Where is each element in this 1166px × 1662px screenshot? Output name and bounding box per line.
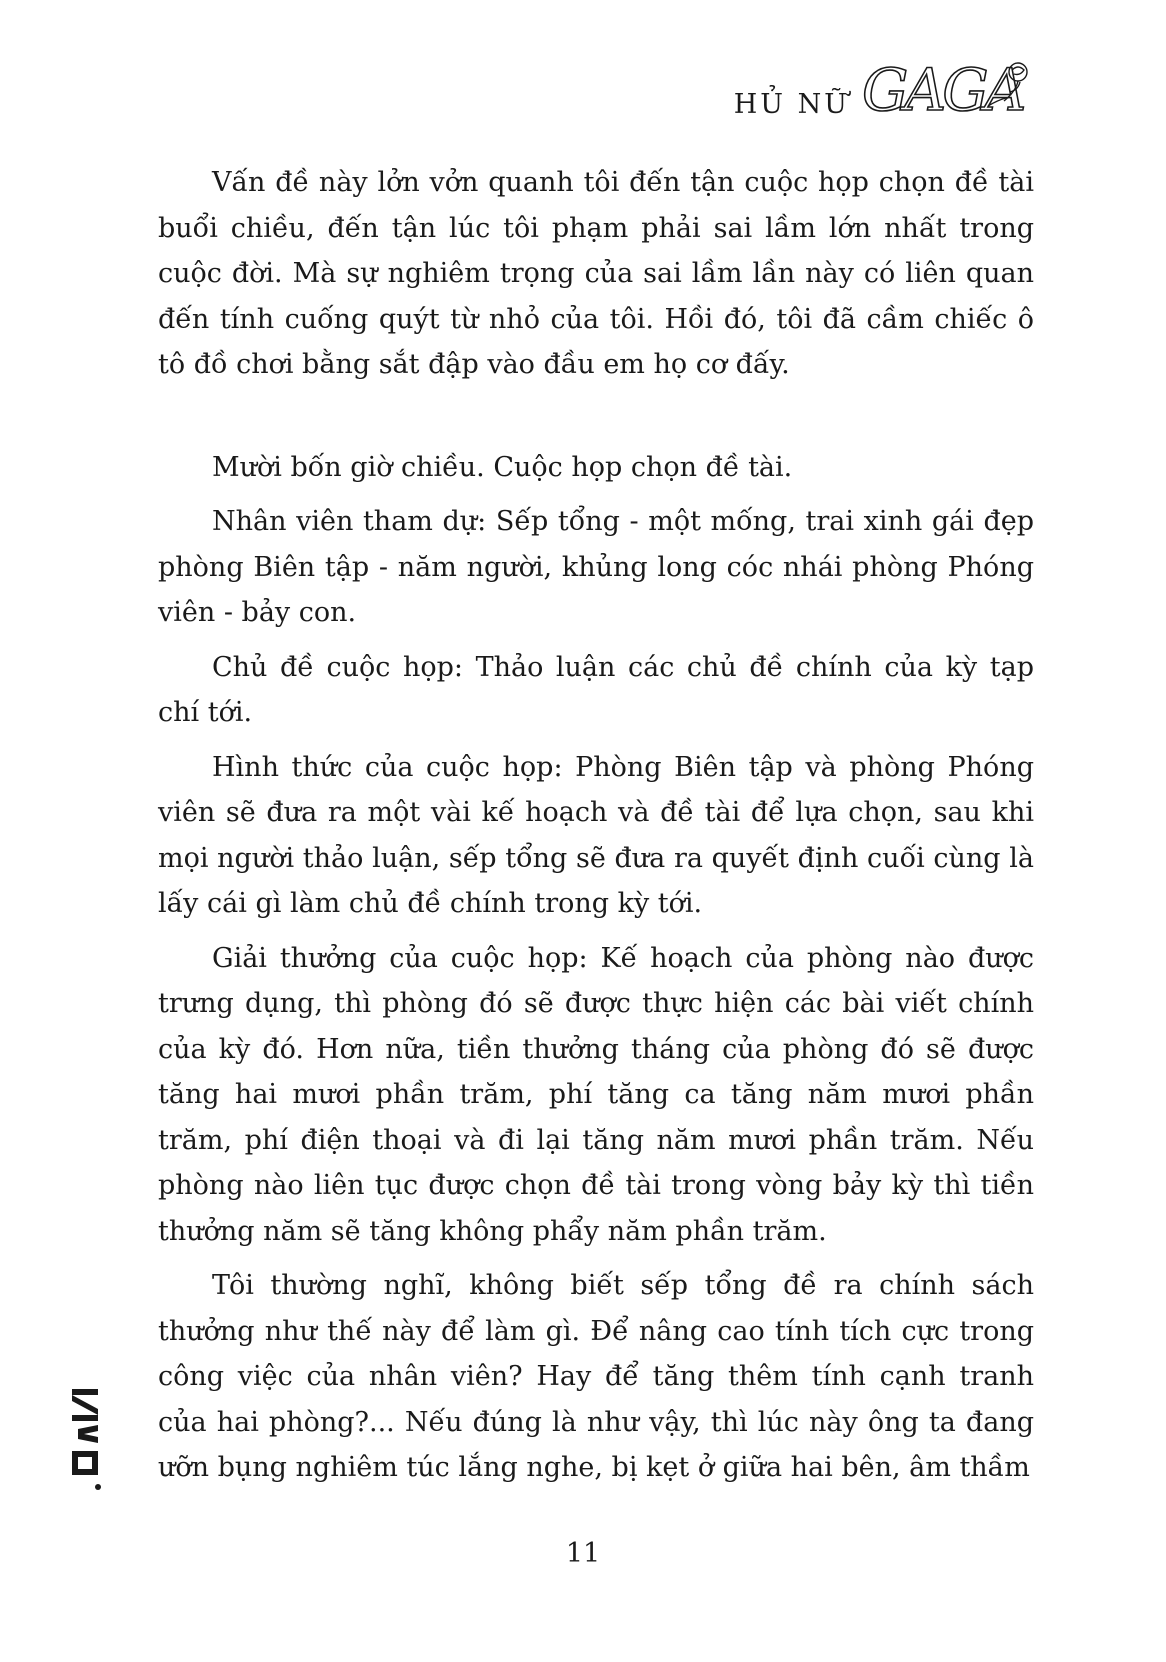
series-title: HỦ NỮ (733, 89, 850, 120)
paragraph: Tôi thường nghĩ, không biết sếp tổng đề ra chính sách thưởng như thế này để làm gì. Để nâng cao tính tích cực trong công việc của nhân viên? Hay để tăng thêm tính cạnh tranh của hai phòng?... Nếu đúng là như vậy, thì lúc này ông ta đang ưỡn bụng nghiêm túc lắng nghe, bị kẹt ở giữa hai bên, âm thầm (158, 1270, 1034, 1483)
paragraph: Vấn đề này lởn vởn quanh tôi đến tận cuộc họp chọn đề tài buổi chiều, đến tận lúc tôi phạm phải sai lầm lớn nhất trong cuộc đời. Mà sự nghiêm trọng của sai lầm lần này có liên quan đến tính cuống quýt từ nhỏ của tôi. Hồi đó, tôi đã cầm chiếc ô tô đồ chơi bằng sắt đập vào đầu em họ cơ đấy. (158, 167, 1034, 380)
paragraph: Hình thức của cuộc họp: Phòng Biên tập và phòng Phóng viên sẽ đưa ra một vài kế hoạch và đề tài để lựa chọn, sau khi mọi người thảo luận, sếp tổng sẽ đưa ra quyết định cuối cùng là lấy cái gì làm chủ đề chính trong kỳ tới. (158, 751, 1034, 919)
paragraph: Chủ đề cuộc họp: Thảo luận các chủ đề chính của kỳ tạp chí tới. (158, 651, 1034, 728)
gaga-logo-icon (858, 58, 1036, 120)
page-number: 11 (565, 1538, 601, 1569)
logo-lettering: GAGA (862, 58, 1023, 120)
chapter-body (158, 160, 1034, 1491)
paragraph: Mười bốn giờ chiều. Cuộc họp chọn đề tài. (212, 451, 793, 483)
publisher-logo-icon (68, 1385, 102, 1495)
running-header (734, 58, 1036, 120)
paragraph: Giải thưởng của cuộc họp: Kế hoạch của phòng nào được trưng dụng, thì phòng đó sẽ được thực hiện các bài viết chính của kỳ đó. Hơn nữa, tiền thưởng tháng của phòng đó sẽ được tăng hai mươi phần trăm, phí tăng ca tăng năm mươi phần trăm, phí điện thoại và đi lại tăng năm mươi phần trăm. Nếu phòng nào liên tục được chọn đề tài trong vòng bảy kỳ thì tiền thưởng năm sẽ tăng không phẩy năm phần trăm. (158, 942, 1034, 1247)
paragraph: Nhân viên tham dự: Sếp tổng - một mống, trai xinh gái đẹp phòng Biên tập - năm người, khủng long cóc nhái phòng Phóng viên - bảy con. (158, 506, 1034, 628)
